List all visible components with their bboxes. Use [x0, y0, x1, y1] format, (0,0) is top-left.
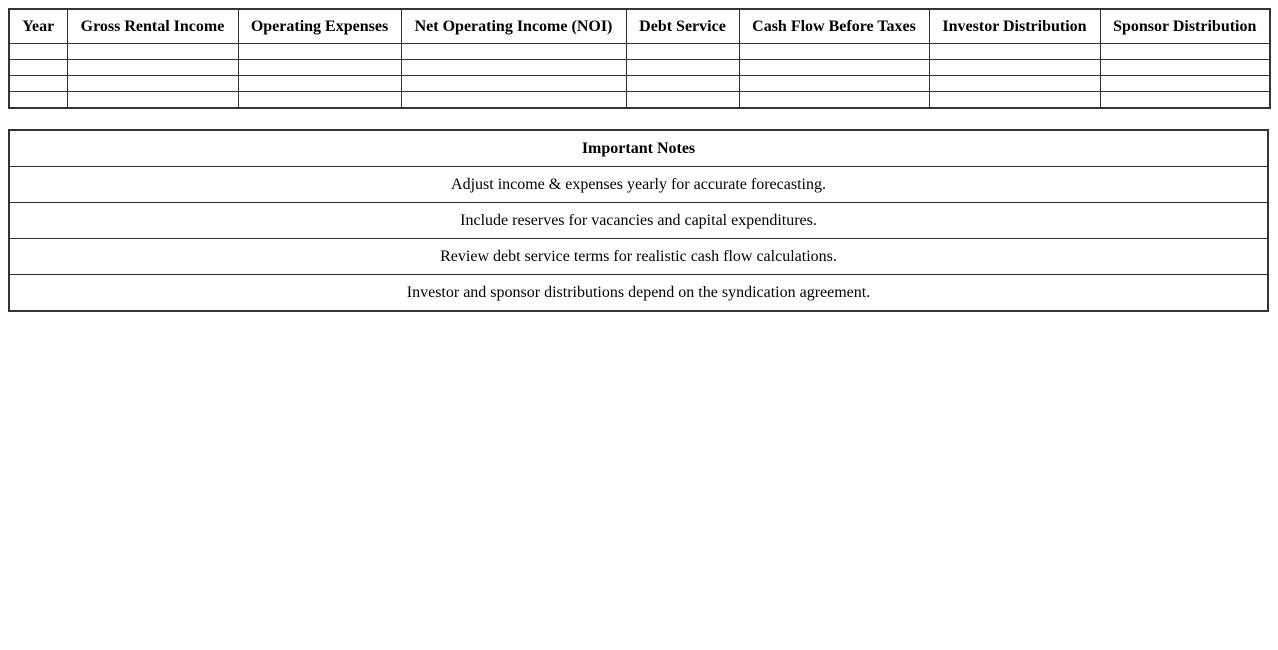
note-text: Review debt service terms for realistic cash flow calculations. [9, 239, 1268, 275]
cash-flow-empty-cell [626, 60, 739, 76]
column-header-gross-rental-income: Gross Rental Income [67, 9, 238, 44]
cash-flow-empty-cell [9, 60, 67, 76]
cash-flow-empty-cell [739, 44, 929, 60]
cash-flow-empty-cell [67, 76, 238, 92]
cash-flow-empty-cell [1100, 60, 1270, 76]
cash-flow-empty-cell [929, 44, 1100, 60]
note-text: Investor and sponsor distributions depend on the syndication agreement. [9, 275, 1268, 312]
cash-flow-empty-cell [67, 92, 238, 109]
cash-flow-empty-cell [929, 76, 1100, 92]
cash-flow-empty-cell [9, 92, 67, 109]
note-row [9, 275, 1268, 312]
cash-flow-empty-cell [626, 76, 739, 92]
cash-flow-empty-cell [626, 44, 739, 60]
cash-flow-empty-cell [401, 92, 626, 109]
note-text: Include reserves for vacancies and capital expenditures. [9, 203, 1268, 239]
cash-flow-empty-cell [401, 60, 626, 76]
notes-header-row [9, 130, 1268, 167]
cash-flow-empty-cell [739, 76, 929, 92]
column-header-investor-distribution: Investor Distribution [929, 9, 1100, 44]
cash-flow-empty-row [9, 44, 1270, 60]
cash-flow-empty-cell [739, 92, 929, 109]
cash-flow-empty-cell [238, 92, 401, 109]
column-header-sponsor-distribution: Sponsor Distribution [1100, 9, 1270, 44]
cash-flow-empty-cell [238, 44, 401, 60]
cash-flow-header-row [9, 9, 1270, 44]
note-text: Adjust income & expenses yearly for accurate forecasting. [9, 167, 1268, 203]
cash-flow-empty-cell [929, 60, 1100, 76]
column-header-operating-expenses: Operating Expenses [238, 9, 401, 44]
notes-title: Important Notes [9, 130, 1268, 167]
cash-flow-empty-cell [67, 44, 238, 60]
cash-flow-empty-cell [401, 76, 626, 92]
cash-flow-empty-cell [238, 60, 401, 76]
column-header-debt-service: Debt Service [626, 9, 739, 44]
note-row [9, 203, 1268, 239]
column-header-net-operating-income: Net Operating Income (NOI) [401, 9, 626, 44]
cash-flow-empty-cell [9, 76, 67, 92]
cash-flow-empty-cell [67, 60, 238, 76]
cash-flow-empty-row [9, 76, 1270, 92]
column-header-cash-flow-before-taxes: Cash Flow Before Taxes [739, 9, 929, 44]
important-notes-table [8, 129, 1269, 312]
cash-flow-empty-cell [739, 60, 929, 76]
cash-flow-empty-cell [626, 92, 739, 109]
cash-flow-empty-row [9, 92, 1270, 109]
column-header-year: Year [9, 9, 67, 44]
note-row [9, 167, 1268, 203]
cash-flow-empty-cell [1100, 92, 1270, 109]
cash-flow-empty-cell [1100, 44, 1270, 60]
cash-flow-empty-cell [929, 92, 1100, 109]
cash-flow-empty-cell [238, 76, 401, 92]
cash-flow-empty-cell [401, 44, 626, 60]
cash-flow-projection-table [8, 8, 1271, 109]
note-row [9, 239, 1268, 275]
cash-flow-empty-cell [1100, 76, 1270, 92]
cash-flow-empty-row [9, 60, 1270, 76]
cash-flow-empty-cell [9, 44, 67, 60]
